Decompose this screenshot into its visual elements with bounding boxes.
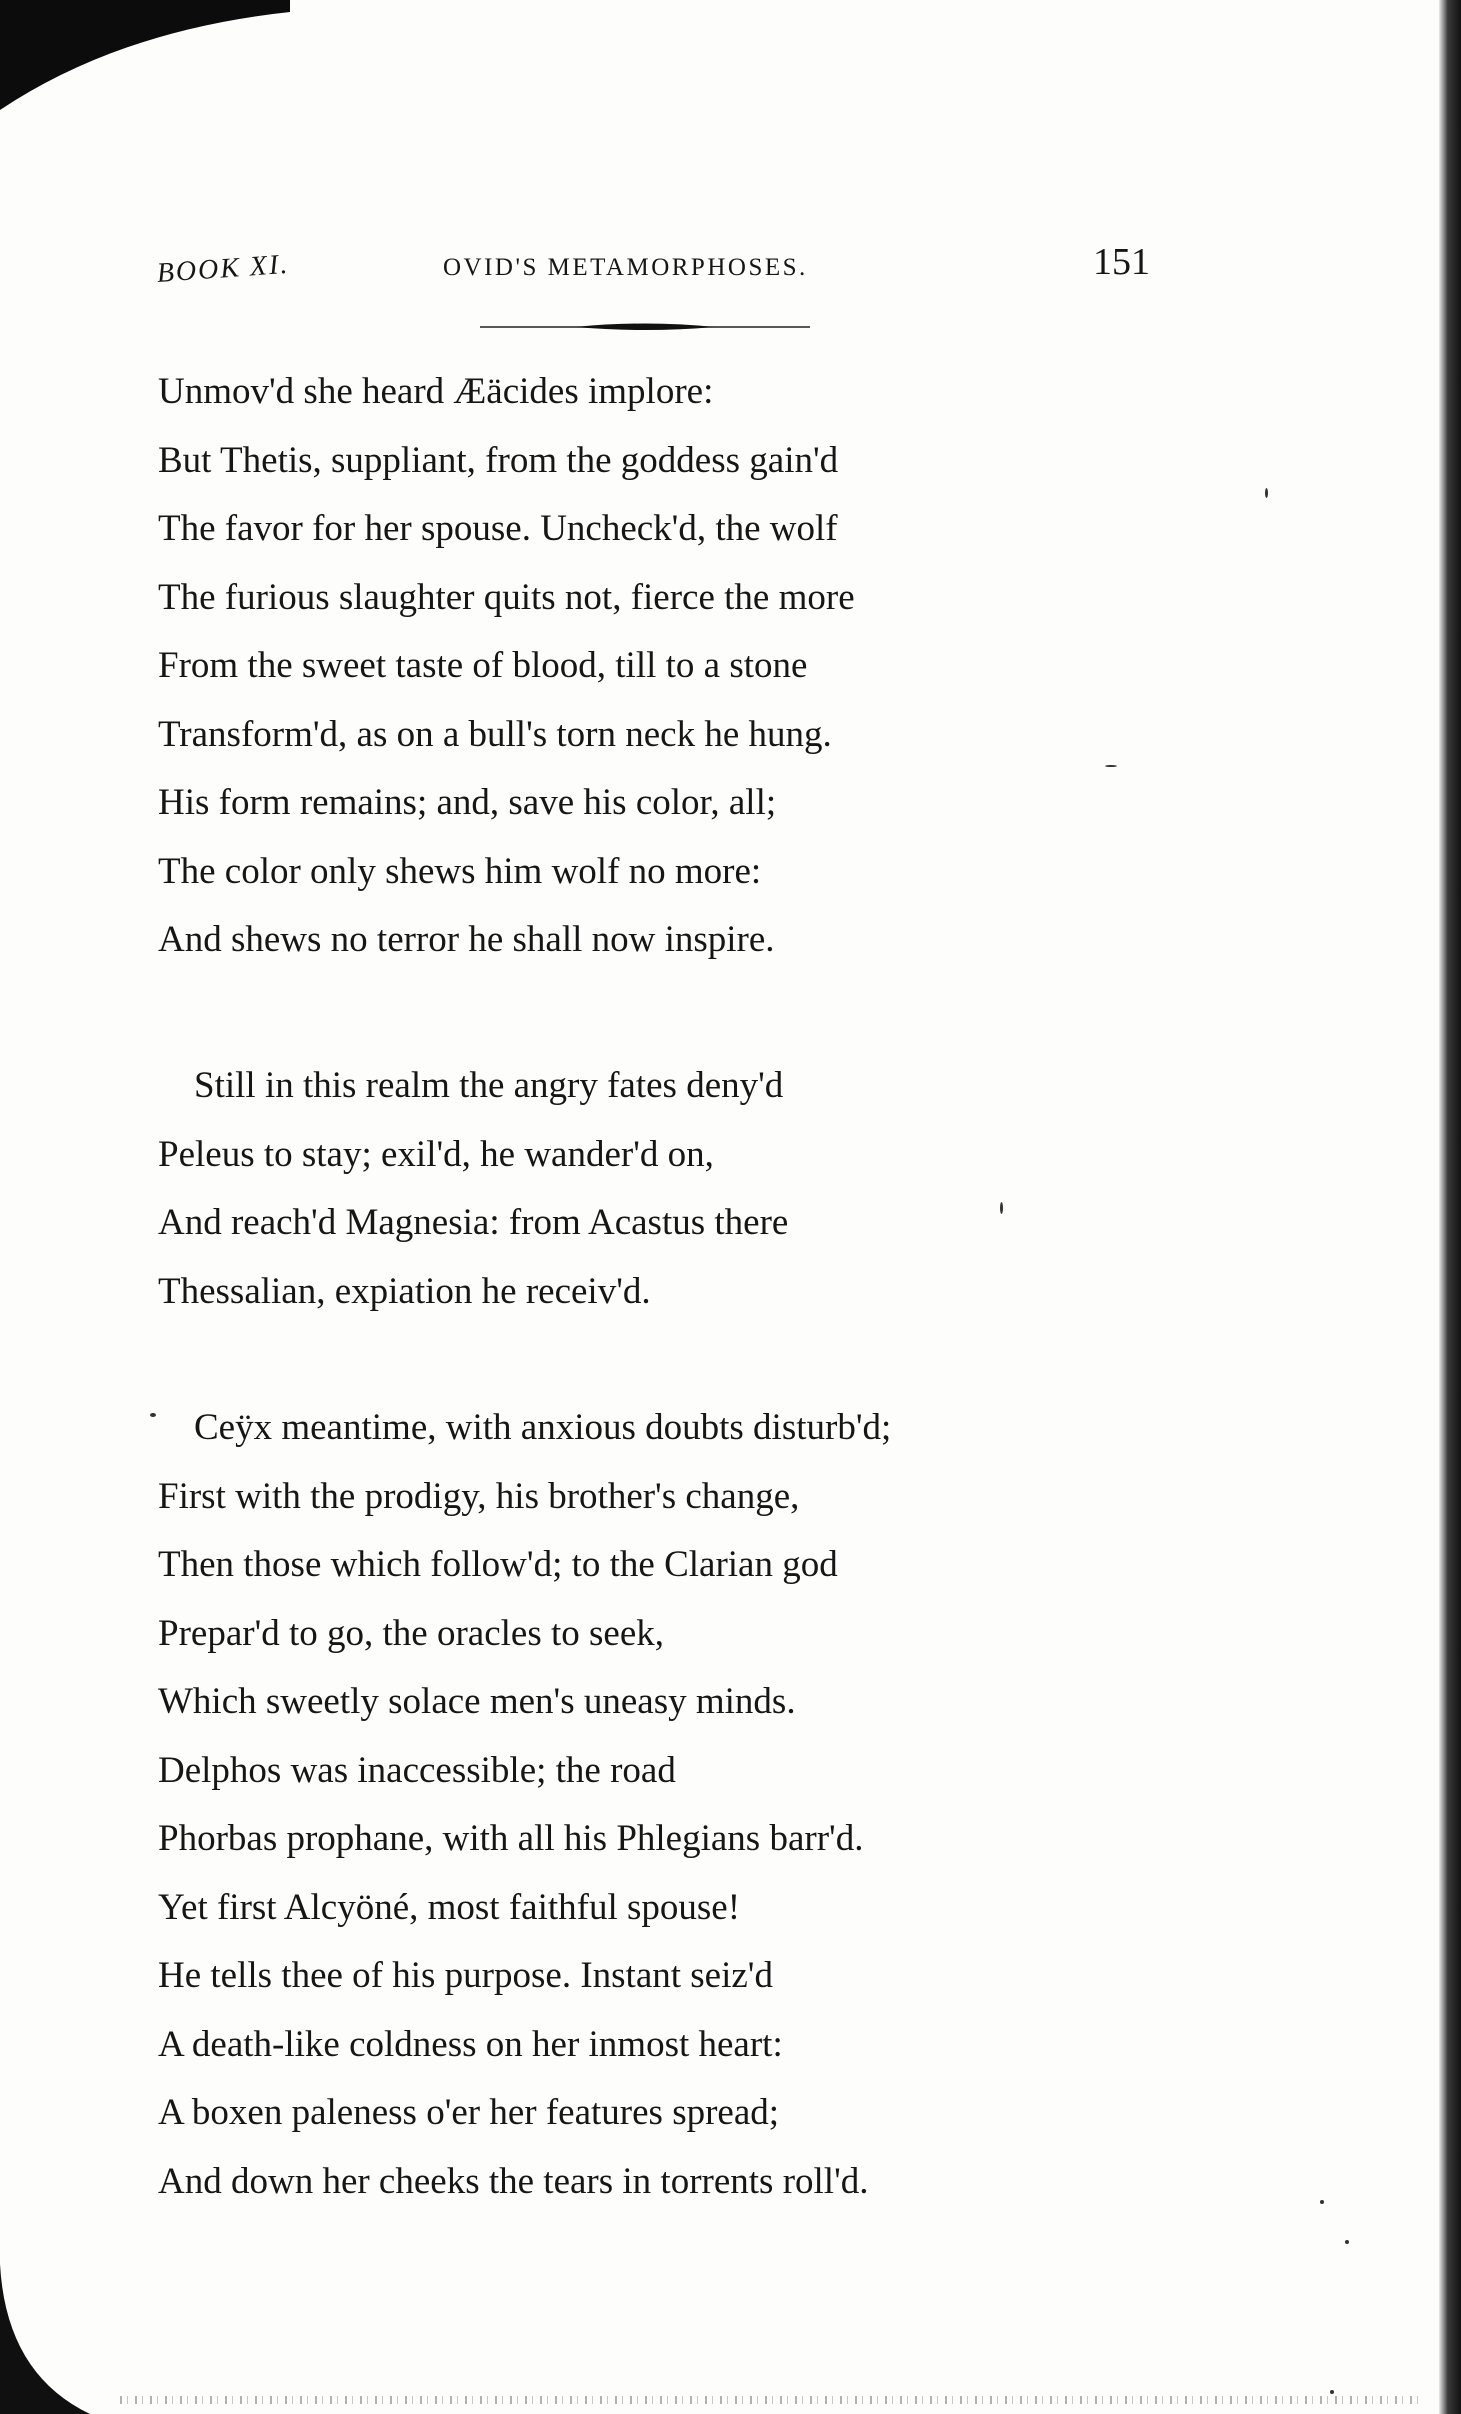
verse-line: A death-like coldness on her inmost heart: — [158, 2023, 783, 2065]
verse-line: Unmov'd she heard Æäcides implore: — [158, 371, 714, 412]
ink-speck — [1265, 488, 1268, 498]
book-label: BOOK XI. — [155, 248, 291, 290]
verse-line: And shews no terror he shall now inspire. — [158, 919, 775, 960]
verse-line: And down her cheeks the tears in torrents roll'd. — [158, 2160, 869, 2202]
verse-line: Which sweetly solace men's uneasy minds. — [158, 1681, 796, 1722]
scan-binding-edge — [1439, 0, 1461, 2414]
ink-speck — [1105, 765, 1117, 767]
scan-page-curl — [0, 2264, 90, 2414]
verse-line: The color only shews him wolf no more: — [158, 850, 762, 892]
stanza-2 — [158, 1052, 788, 1326]
verse-line: The favor for her spouse. Uncheck'd, the wolf — [158, 508, 838, 549]
verse-line: And reach'd Magnesia: from Acastus there — [158, 1202, 789, 1243]
verse-line: Delphos was inaccessible; the road — [158, 1749, 676, 1791]
stanza-3 — [158, 1394, 891, 2216]
ink-speck — [150, 1413, 156, 1417]
verse-line: First with the prodigy, his brother's change, — [158, 1475, 800, 1517]
running-header — [155, 240, 1155, 300]
ink-speck — [1000, 1202, 1003, 1214]
verse-line: Still in this realm the angry fates deny'd — [194, 1065, 784, 1106]
verse-line: The furious slaughter quits not, fierce the more — [158, 576, 855, 618]
verse-line: Ceÿx meantime, with anxious doubts disturb'd; — [194, 1407, 892, 1448]
verse-line: Peleus to stay; exil'd, he wander'd on, — [158, 1133, 714, 1175]
verse-line: His form remains; and, save his color, all; — [158, 782, 777, 823]
verse-line: Then those which follow'd; to the Clarian god — [158, 1544, 838, 1585]
scan-bottom-noise — [120, 2396, 1421, 2404]
stanza-1 — [158, 358, 855, 975]
verse-line: Transform'd, as on a bull's torn neck he hung. — [158, 713, 832, 755]
verse-line: But Thetis, suppliant, from the goddess gain'd — [158, 439, 839, 481]
verse-line: Yet first Alcyöné, most faithful spouse! — [158, 1886, 741, 1928]
verse-line: He tells thee of his purpose. Instant seiz'd — [158, 1955, 773, 1996]
ink-speck — [1345, 2240, 1349, 2244]
verse-line: Thessalian, expiation he receiv'd. — [158, 1270, 651, 1312]
verse-line: A boxen paleness o'er her features spread; — [158, 2092, 780, 2133]
verse-line: Prepar'd to go, the oracles to seek, — [158, 1612, 665, 1654]
ink-speck — [1330, 2390, 1334, 2394]
header-ornamental-rule — [480, 320, 810, 334]
running-title: OVID'S METAMORPHOSES. — [443, 254, 808, 281]
ink-speck — [1320, 2200, 1324, 2204]
verse-line: Phorbas prophane, with all his Phlegians barr'd. — [158, 1818, 864, 1859]
page-number: 151 — [1093, 241, 1150, 283]
scan-corner-shadow — [0, 0, 300, 120]
verse-line: From the sweet taste of blood, till to a stone — [158, 645, 808, 686]
